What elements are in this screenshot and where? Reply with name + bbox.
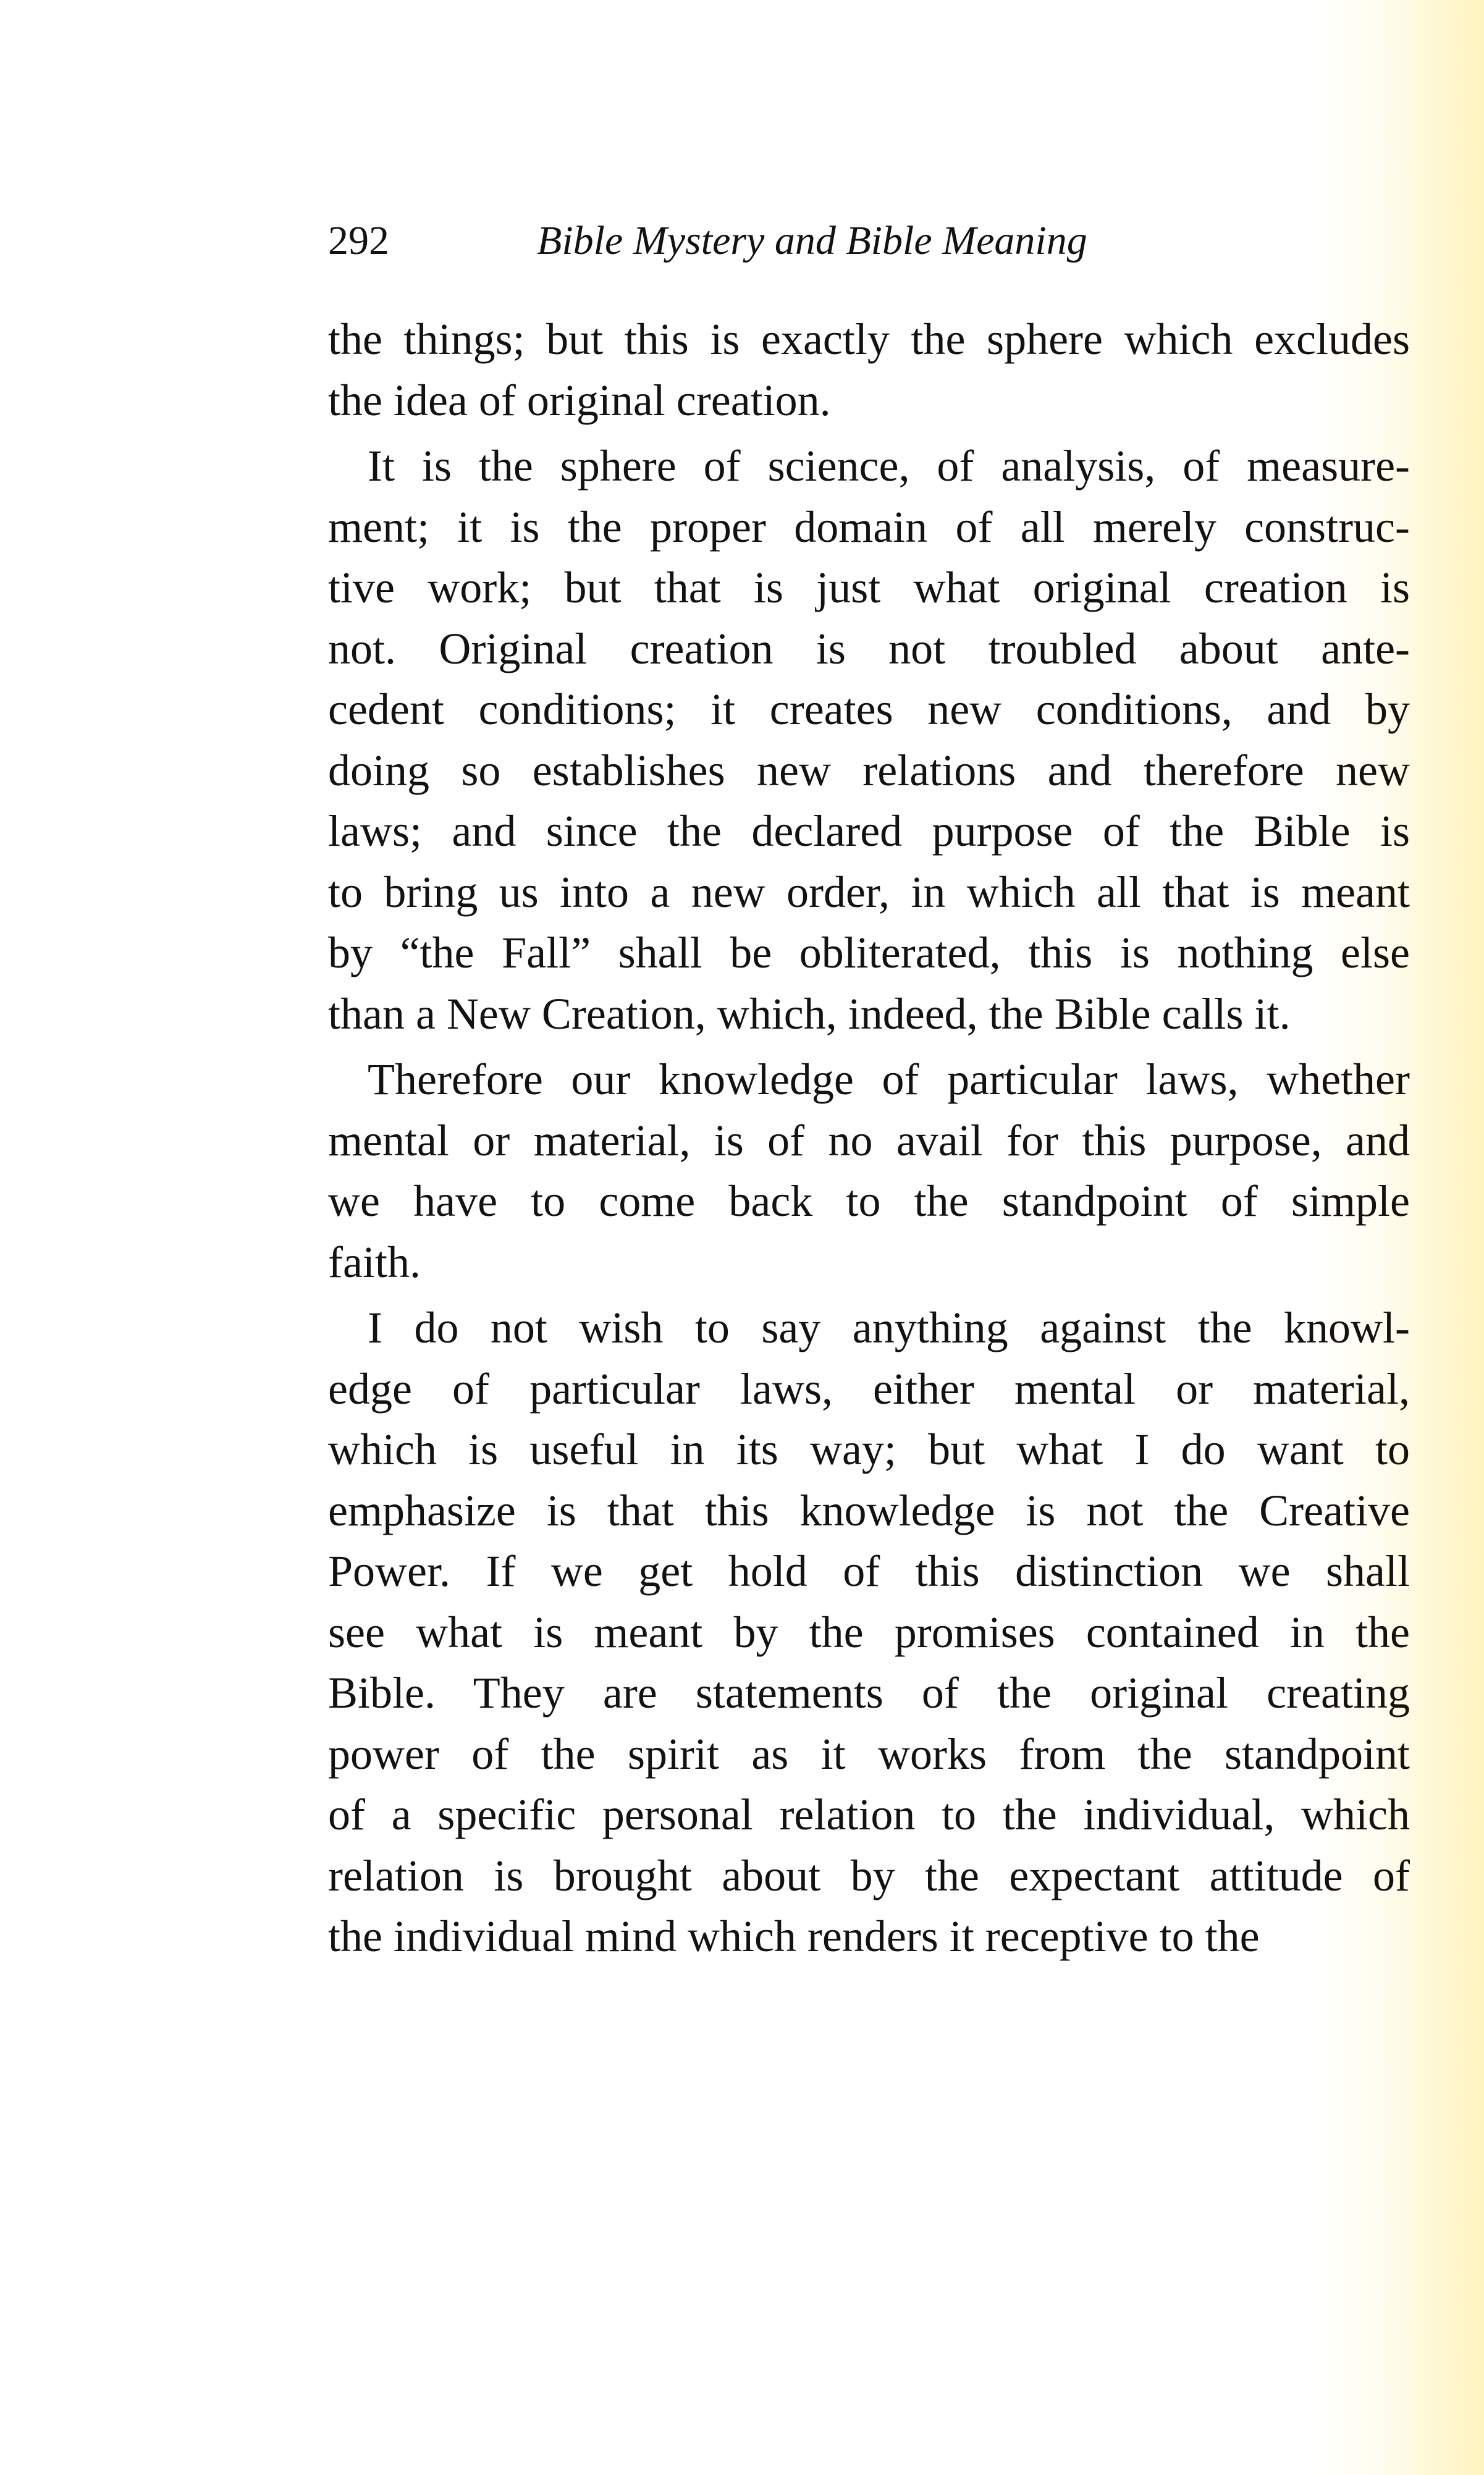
text-line: tive work; but that is just what original creation is xyxy=(328,563,1410,612)
text-line: the individual mind which renders it receptive to the xyxy=(328,1912,1260,1961)
text-line: I do not wish to say anything against the knowl- xyxy=(368,1303,1410,1352)
text-line: the things; but this is exactly the sphere which excludes xyxy=(328,314,1410,364)
text-line: the idea of original creation. xyxy=(328,375,831,425)
text-line: Power. If we get hold of this distinction we shall xyxy=(328,1546,1410,1596)
page-number: 292 xyxy=(328,218,389,263)
text-line: which is useful in its way; but what I do want to xyxy=(328,1425,1410,1474)
text-line: than a New Creation, which, indeed, the Bible calls it. xyxy=(328,989,1291,1039)
text-line: emphasize is that this knowledge is not the Creative xyxy=(328,1485,1410,1535)
text-line: doing so establishes new relations and therefore new xyxy=(328,745,1410,795)
text-line: laws; and since the declared purpose of the Bible is xyxy=(328,806,1410,856)
text-line: to bring us into a new order, in which all that is meant xyxy=(328,867,1410,917)
text-line: Bible. They are statements of the original creating xyxy=(328,1668,1410,1718)
text-line: power of the spirit as it works from the standpoint xyxy=(328,1729,1410,1779)
text-line: we have to come back to the standpoint of simple xyxy=(328,1176,1410,1226)
text-line: by “the Fall” shall be obliterated, this is nothing else xyxy=(328,928,1410,977)
text-line: faith. xyxy=(328,1237,421,1287)
text-line: not. Original creation is not troubled about ante- xyxy=(328,623,1410,673)
text-line: of a specific personal relation to the individual, which xyxy=(328,1790,1410,1839)
text-line: Therefore our knowledge of particular laws, whether xyxy=(368,1055,1410,1104)
text-line: ment; it is the proper domain of all merely construc- xyxy=(328,502,1410,552)
text-line: see what is meant by the promises contained in the xyxy=(328,1607,1410,1657)
text-line: It is the sphere of science, of analysis, of measure- xyxy=(368,441,1410,491)
text-line: mental or material, is of no avail for this purpose, and xyxy=(328,1115,1410,1165)
text-line: edge of particular laws, either mental or material, xyxy=(328,1364,1410,1414)
running-title: Bible Mystery and Bible Meaning xyxy=(537,218,1087,263)
text-line: cedent conditions; it creates new conditions, and by xyxy=(328,685,1410,734)
text-line: relation is brought about by the expectant attitude of xyxy=(328,1850,1410,1900)
